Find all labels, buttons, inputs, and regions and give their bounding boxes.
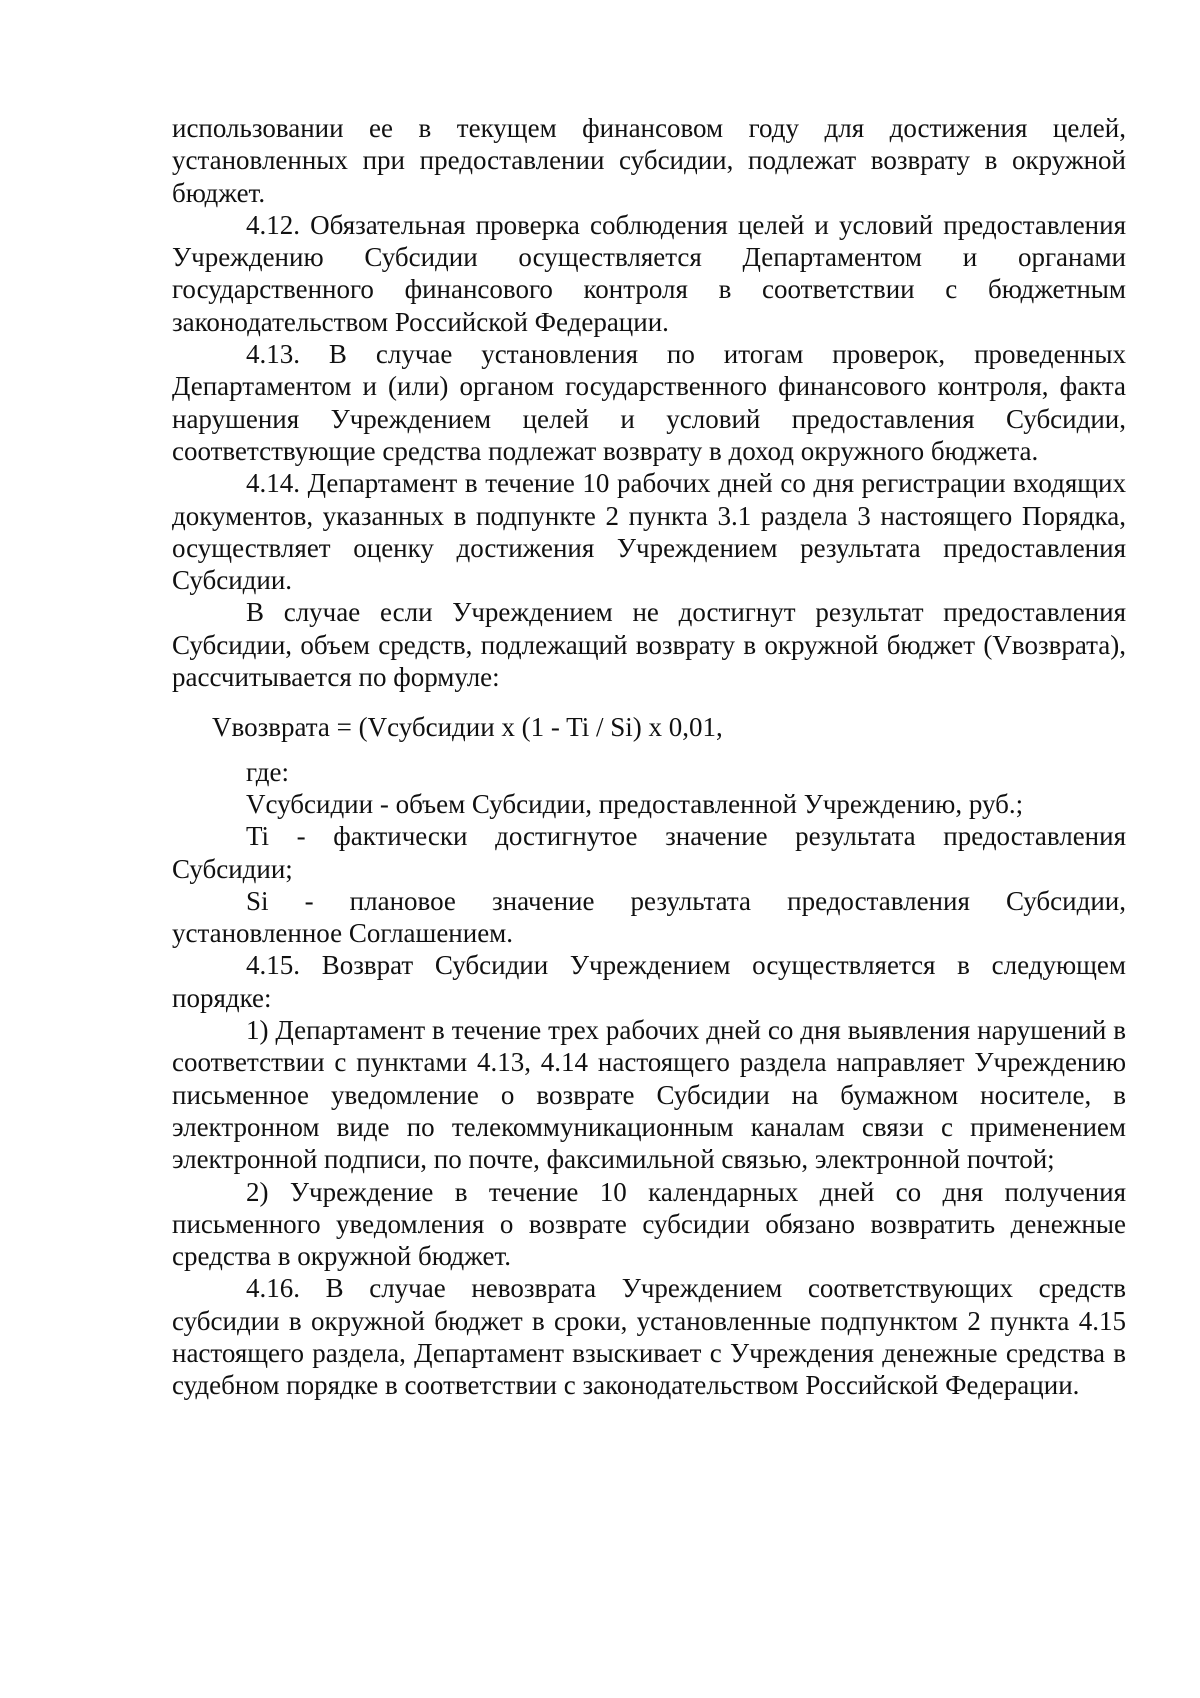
definition-vsubsidy: Vсубсидии - объем Субсидии, предоставленной Учреждению, руб.; xyxy=(246,788,1024,819)
paragraph-continuation: использовании ее в текущем финансовом году для достижения целей, установленных при предоставлении субсидии, подлежат возврату в окружной бюджет. xyxy=(172,113,1126,208)
paragraph-4-12: 4.12. Обязательная проверка соблюдения целей и условий предоставления Учреждению Субсидии осуществляется Департаментом и органами государственного финансового контроля в соответствии с бюджетным законодательством Российской Федерации. xyxy=(172,209,1126,337)
definition-si: Si - плановое значение результата предоставления Субсидии, установленное Соглашением. xyxy=(172,885,1126,949)
paragraph-return-condition: В случае если Учреждением не достигнут результат предоставления Субсидии, объем средств, подлежащий возврату в окружной бюджет (Vвозврата), рассчитывается по формуле: xyxy=(172,597,1126,693)
formula: Vвозврата = (Vсубсидии x (1 - Ti / Si) x 0,01, xyxy=(212,712,723,743)
paragraph-4-15-item-1: 1) Департамент в течение трех рабочих дней со дня выявления нарушений в соответствии с пунктами 4.13, 4.14 настоящего раздела направляет Учреждению письменное уведомление о возврате Субсидии на бумажном носителе, в электронном виде по телекоммуникационным каналам связи с применением электронной подписи, по почте, факсимильной связью, электронной почтой; xyxy=(172,1015,1126,1175)
paragraph-4-15-item-2: 2) Учреждение в течение 10 календарных дней со дня получения письменного уведомления о возврате субсидии обязано возвратить денежные средства в окружной бюджет. xyxy=(172,1176,1126,1272)
document-body xyxy=(172,112,1126,1402)
paragraph-4-13: 4.13. В случае установления по итогам проверок, проведенных Департаментом и (или) органом государственного финансового контроля, факта нарушения Учреждением целей и условий предоставления Субсидии, соответствующие средства подлежат возврату в доход окружного бюджета. xyxy=(172,339,1126,466)
definition-ti: Ti - фактически достигнутое значение результата предоставления Субсидии; xyxy=(172,821,1126,884)
paragraph-4-15: 4.15. Возврат Субсидии Учреждением осуществляется в следующем порядке: xyxy=(172,950,1126,1013)
paragraph-4-14: 4.14. Департамент в течение 10 рабочих дней со дня регистрации входящих документов, указанных в подпункте 2 пункта 3.1 раздела 3 настоящего Порядка, осуществляет оценку достижения Учреждением результата предоставления Субсидии. xyxy=(172,468,1126,596)
paragraph-where: где: xyxy=(246,756,289,787)
paragraph-4-16: 4.16. В случае невозврата Учреждением соответствующих средств субсидии в окружной бюджет в сроки, установленные подпунктом 2 пункта 4.15 настоящего раздела, Департамент взыскивает с Учреждения денежные средства в судебном порядке в соответствии с законодательством Российской Федерации. xyxy=(172,1273,1126,1401)
